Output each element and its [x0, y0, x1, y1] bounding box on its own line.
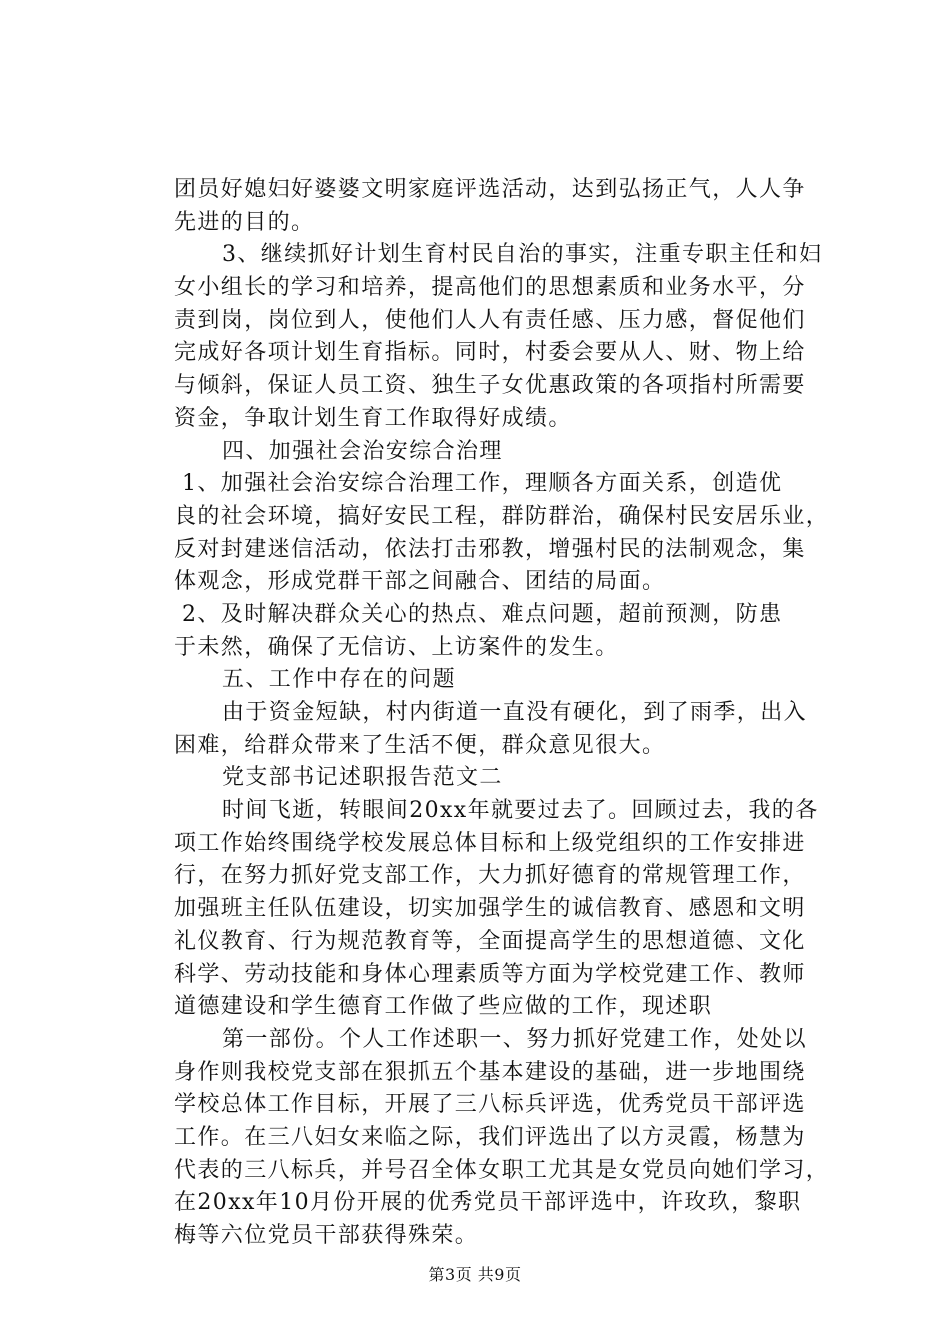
- text-line: 责到岗，岗位到人，使他们人人有责任感、压力感，督促他们: [174, 307, 806, 333]
- text-line: 科学、劳动技能和身体心理素质等方面为学校党建工作、教师: [174, 961, 806, 987]
- text-line: 团员好媳妇好婆婆文明家庭评选活动，达到弘扬正气，人人争: [174, 177, 806, 202]
- section-heading: 党支部书记述职报告范文二: [222, 765, 503, 791]
- text-line: 3、继续抓好计划生育村民自治的事实，注重专职主任和妇: [222, 242, 823, 268]
- text-line: 身作则我校党支部在狠抓五个基本建设的基础，进一步地围绕: [174, 1059, 806, 1085]
- text-line: 体观念，形成党群干部之间融合、团结的局面。: [174, 569, 666, 595]
- text-line: 困难，给群众带来了生活不便，群众意见很大。: [174, 732, 666, 758]
- text-line: 2、及时解决群众关心的热点、难点问题，超前预测，防患: [182, 601, 783, 627]
- text-line: 礼仪教育、行为规范教育等，全面提高学生的思想道德、文化: [174, 928, 806, 954]
- text-line: 1、加强社会治安综合治理工作，理顺各方面关系，创造优: [182, 471, 783, 497]
- text-line: 代表的三八标兵，并号召全体女职工尤其是女党员向她们学习，: [174, 1157, 830, 1183]
- text-line: 先进的目的。: [174, 209, 315, 235]
- text-line: 于未然，确保了无信访、上访案件的发生。: [174, 634, 619, 660]
- text-line: 在20xx年10月份开展的优秀党员干部评选中，许玫玖，黎职: [174, 1190, 802, 1216]
- text-line: 工作。在三八妇女来临之际，我们评选出了以方灵霞，杨慧为: [174, 1124, 806, 1150]
- text-line: 行，在努力抓好党支部工作，大力抓好德育的常规管理工作，: [174, 863, 806, 889]
- text-line: 道德建设和学生德育工作做了些应做的工作，现述职: [174, 994, 713, 1020]
- section-heading: 五、工作中存在的问题: [222, 667, 457, 693]
- text-line: 加强班主任队伍建设，切实加强学生的诚信教育、感恩和文明: [174, 896, 806, 922]
- text-line: 与倾斜，保证人员工资、独生子女优惠政策的各项指村所需要: [174, 373, 806, 399]
- page-number-footer: 第3页 共9页: [428, 1265, 522, 1284]
- text-line: 第一部份。个人工作述职一、努力抓好党建工作，处处以: [222, 1026, 808, 1052]
- text-line: 良的社会环境，搞好安民工程，群防群治，确保村民安居乐业，: [174, 503, 830, 529]
- document-body: [174, 174, 834, 1253]
- text-line: 项工作始终围绕学校发展总体目标和上级党组织的工作安排进: [174, 830, 806, 856]
- section-heading: 四、加强社会治安综合治理: [222, 438, 503, 464]
- text-line: 时间飞逝，转眼间20xx年就要过去了。回顾过去，我的各: [222, 798, 819, 824]
- text-line: 梅等六位党员干部获得殊荣。: [174, 1223, 479, 1248]
- text-line: 女小组长的学习和培养，提高他们的思想素质和业务水平，分: [174, 275, 806, 301]
- text-line: 学校总体工作目标，开展了三八标兵评选，优秀党员干部评选: [174, 1092, 806, 1118]
- text-line: 反对封建迷信活动，依法打击邪教，增强村民的法制观念，集: [174, 536, 806, 562]
- text-line: 资金，争取计划生育工作取得好成绩。: [174, 405, 572, 431]
- text-line: 由于资金短缺，村内街道一直没有硬化，到了雨季，出入: [222, 700, 808, 725]
- text-line: 完成好各项计划生育指标。同时，村委会要从人、财、物上给: [174, 340, 806, 366]
